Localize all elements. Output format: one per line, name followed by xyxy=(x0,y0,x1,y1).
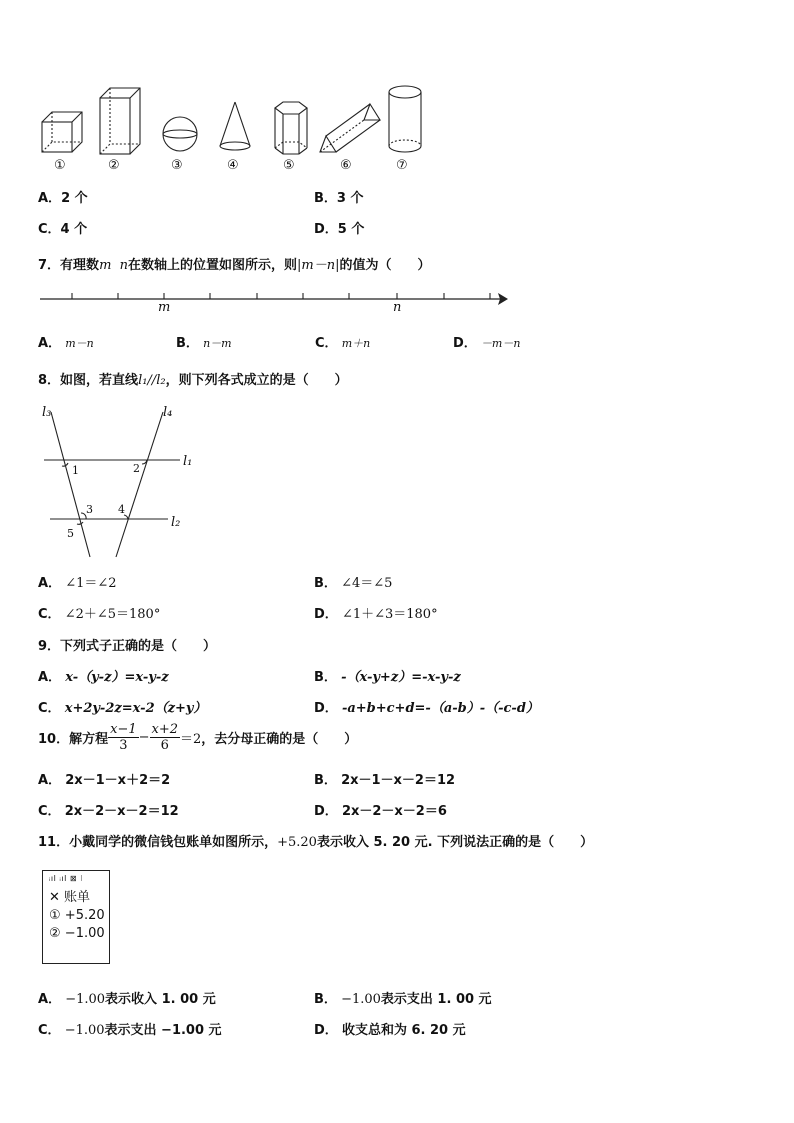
label-l1: l₁ xyxy=(183,454,193,469)
option-expr: 2x－1－x＋2＝2 xyxy=(65,773,171,788)
angle-label-2: 2 xyxy=(133,462,140,475)
option-letter: C． xyxy=(38,804,61,819)
hexagonal-prism-shape xyxy=(275,102,307,154)
q9-option-d[interactable] xyxy=(314,697,539,716)
angle-label-3: 3 xyxy=(86,503,93,516)
parallel-condition: l₁//l₂ xyxy=(138,373,166,388)
cone-shape xyxy=(220,102,250,150)
solid-label-3: ③ xyxy=(171,158,183,173)
label-l4: l₄ xyxy=(163,405,173,420)
q9-option-c[interactable] xyxy=(38,697,206,716)
question-number: 11． xyxy=(38,835,70,850)
cylinder-shape xyxy=(389,86,421,152)
triangular-prism-shape xyxy=(320,104,380,152)
option-letter: A． xyxy=(38,670,62,685)
option-expr: n－m xyxy=(203,337,232,350)
phone-status-bar: ᵢıl ᵢıl ⊠ ⁝ xyxy=(49,874,84,883)
q6-option-c[interactable] xyxy=(38,218,87,237)
q9-option-b[interactable] xyxy=(314,666,461,685)
cube-shape xyxy=(42,112,82,152)
option-letter: A． xyxy=(38,336,62,351)
option-letter: A． xyxy=(38,191,62,206)
var-n: n xyxy=(119,258,129,273)
equals-two: ＝2 xyxy=(180,732,202,747)
q6-option-b[interactable] xyxy=(314,187,364,206)
option-letter: B． xyxy=(314,670,337,685)
fraction-1-denominator: 3 xyxy=(119,738,128,753)
option-expr: ∠2＋∠5＝180° xyxy=(64,607,161,622)
q11-text-before: 小戴同学的微信钱包账单如图所示， xyxy=(69,835,278,850)
option-number: −1.00 xyxy=(64,1023,105,1038)
solids-figure xyxy=(30,80,450,180)
q7-text-after: 的值为（ ） xyxy=(339,258,431,273)
q8-text-before: 如图，若直线 xyxy=(60,373,139,388)
question-number: 9． xyxy=(38,639,61,654)
sphere-shape xyxy=(163,117,197,151)
axis-label-n: n xyxy=(393,300,402,315)
angle-label-5: 5 xyxy=(67,527,74,540)
minus-sign: − xyxy=(138,730,150,745)
option-number: −1.00 xyxy=(65,992,106,1007)
bill-title: 账单 xyxy=(64,890,91,905)
option-text: 表示收入 1. 00 元 xyxy=(105,992,216,1007)
row-1-value: +5.20 xyxy=(64,908,105,923)
income-value: +5.20 xyxy=(277,835,317,850)
cuboid-shape xyxy=(100,88,140,154)
option-text: 3 个 xyxy=(336,191,364,206)
close-icon: ✕ xyxy=(49,890,60,905)
q11-option-d[interactable] xyxy=(314,1019,466,1038)
q10-option-c[interactable] xyxy=(38,800,179,819)
q7-option-d[interactable] xyxy=(453,332,520,351)
option-text: 表示支出 1. 00 元 xyxy=(380,992,492,1007)
q11-option-b[interactable] xyxy=(314,988,492,1007)
q10-option-a[interactable] xyxy=(38,769,170,788)
q10-option-d[interactable] xyxy=(314,800,447,819)
q9-stem xyxy=(38,635,216,654)
option-letter: C． xyxy=(38,607,61,622)
q10-text-after: ，去分母正确的是（ ） xyxy=(201,732,358,747)
q8-stem xyxy=(38,369,348,388)
q8-option-d[interactable] xyxy=(314,603,438,622)
q8-option-c[interactable] xyxy=(38,603,160,622)
option-letter: A． xyxy=(38,773,62,788)
option-letter: C． xyxy=(315,336,338,351)
option-letter: B． xyxy=(176,336,199,351)
q10-text-before: 解方程 xyxy=(69,732,109,747)
q6-option-a[interactable] xyxy=(38,187,88,206)
option-expr: -a+b+c+d=-（a-b）-（-c-d） xyxy=(341,701,539,716)
option-letter: D． xyxy=(314,701,338,716)
option-letter: D． xyxy=(314,222,338,237)
option-expr: 2x－2－x－2＝12 xyxy=(64,804,179,819)
q11-text-after: 表示收入 5. 20 元. 下列说法正确的是（ ） xyxy=(316,835,594,850)
option-letter: C． xyxy=(38,222,61,237)
option-letter: B． xyxy=(314,576,337,591)
angle-label-4: 4 xyxy=(118,503,125,516)
q8-option-b[interactable] xyxy=(314,572,392,591)
label-l3: l₃ xyxy=(42,405,52,420)
option-letter: B． xyxy=(314,191,337,206)
option-expr: ∠4＝∠5 xyxy=(341,576,393,591)
q9-text: 下列式子正确的是（ ） xyxy=(60,639,217,654)
bill-header xyxy=(49,886,103,905)
option-letter: C． xyxy=(38,1023,61,1038)
angle-label-1: 1 xyxy=(72,464,79,477)
solid-label-6: ⑥ xyxy=(340,158,352,173)
q8-option-a[interactable] xyxy=(38,572,117,591)
option-expr: 2x－2－x－2＝6 xyxy=(341,804,447,819)
axis-label-m: m xyxy=(158,300,171,315)
option-expr: -（x-y+z）=-x-y-z xyxy=(341,670,461,685)
row-2-icon: ② xyxy=(49,926,61,941)
option-text: 2 个 xyxy=(61,191,88,206)
option-expr: m＋n xyxy=(341,337,371,350)
option-letter: A． xyxy=(38,576,62,591)
option-letter: D． xyxy=(453,336,477,351)
question-number: 10． xyxy=(38,732,70,747)
fraction-1 xyxy=(108,722,139,753)
option-expr: x-（y-z）=x-y-z xyxy=(65,670,169,685)
q7-option-c[interactable] xyxy=(315,332,370,351)
bill-row-1 xyxy=(49,908,103,923)
parallel-lines-figure xyxy=(38,400,208,565)
option-text: 表示支出 −1.00 元 xyxy=(104,1023,222,1038)
question-number: 7． xyxy=(38,258,61,273)
q7-text-before: 有理数 xyxy=(60,258,100,273)
q11-option-c[interactable] xyxy=(38,1019,222,1038)
option-expr: －m－n xyxy=(480,337,521,350)
fraction-2 xyxy=(150,722,181,753)
option-text: 5 个 xyxy=(337,222,365,237)
option-letter: D． xyxy=(314,1023,338,1038)
option-expr: 2x－1－x－2＝12 xyxy=(341,773,456,788)
option-expr: ∠1＝∠2 xyxy=(65,576,117,591)
q7-stem xyxy=(38,254,431,273)
solid-label-4: ④ xyxy=(227,158,239,173)
abs-expression: |m－n| xyxy=(297,258,340,273)
row-2-value: −1.00 xyxy=(64,926,105,941)
fraction-1-numerator: x−1 xyxy=(110,722,137,737)
solid-label-1: ① xyxy=(54,158,66,173)
option-letter: D． xyxy=(314,607,338,622)
option-letter: A． xyxy=(38,992,62,1007)
var-m: m xyxy=(99,258,112,273)
option-number: −1.00 xyxy=(341,992,381,1007)
solid-label-2: ② xyxy=(108,158,120,173)
fraction-2-numerator: x+2 xyxy=(151,722,179,737)
q7-option-a[interactable] xyxy=(38,332,94,351)
number-line xyxy=(38,288,518,318)
q11-stem xyxy=(38,831,593,850)
q11-option-a[interactable] xyxy=(38,988,216,1007)
option-text: 4 个 xyxy=(60,222,88,237)
row-1-icon: ① xyxy=(49,908,61,923)
option-expr: x+2y-2z=x-2（z+y） xyxy=(64,701,207,716)
wallet-bill-figure xyxy=(42,870,110,964)
option-expr: m－n xyxy=(65,337,94,350)
option-letter: B． xyxy=(314,773,337,788)
solid-label-5: ⑤ xyxy=(283,158,295,173)
option-letter: C． xyxy=(38,701,61,716)
q7-text-mid: 在数轴上的位置如图所示，则 xyxy=(128,258,298,273)
option-text: 收支总和为 6. 20 元 xyxy=(341,1023,466,1038)
option-letter: B． xyxy=(314,992,337,1007)
option-letter: D． xyxy=(314,804,338,819)
q9-option-a[interactable] xyxy=(38,666,169,685)
fraction-2-denominator: 6 xyxy=(160,738,169,753)
q10-option-b[interactable] xyxy=(314,769,455,788)
q8-text-after: ，则下列各式成立的是（ ） xyxy=(165,373,348,388)
solid-label-7: ⑦ xyxy=(396,158,408,173)
label-l2: l₂ xyxy=(171,515,181,530)
option-expr: ∠1＋∠3＝180° xyxy=(341,607,438,622)
q6-option-d[interactable] xyxy=(314,218,364,237)
q10-stem xyxy=(38,722,357,753)
q7-option-b[interactable] xyxy=(176,332,232,351)
question-number: 8． xyxy=(38,373,61,388)
bill-row-2 xyxy=(49,926,103,941)
